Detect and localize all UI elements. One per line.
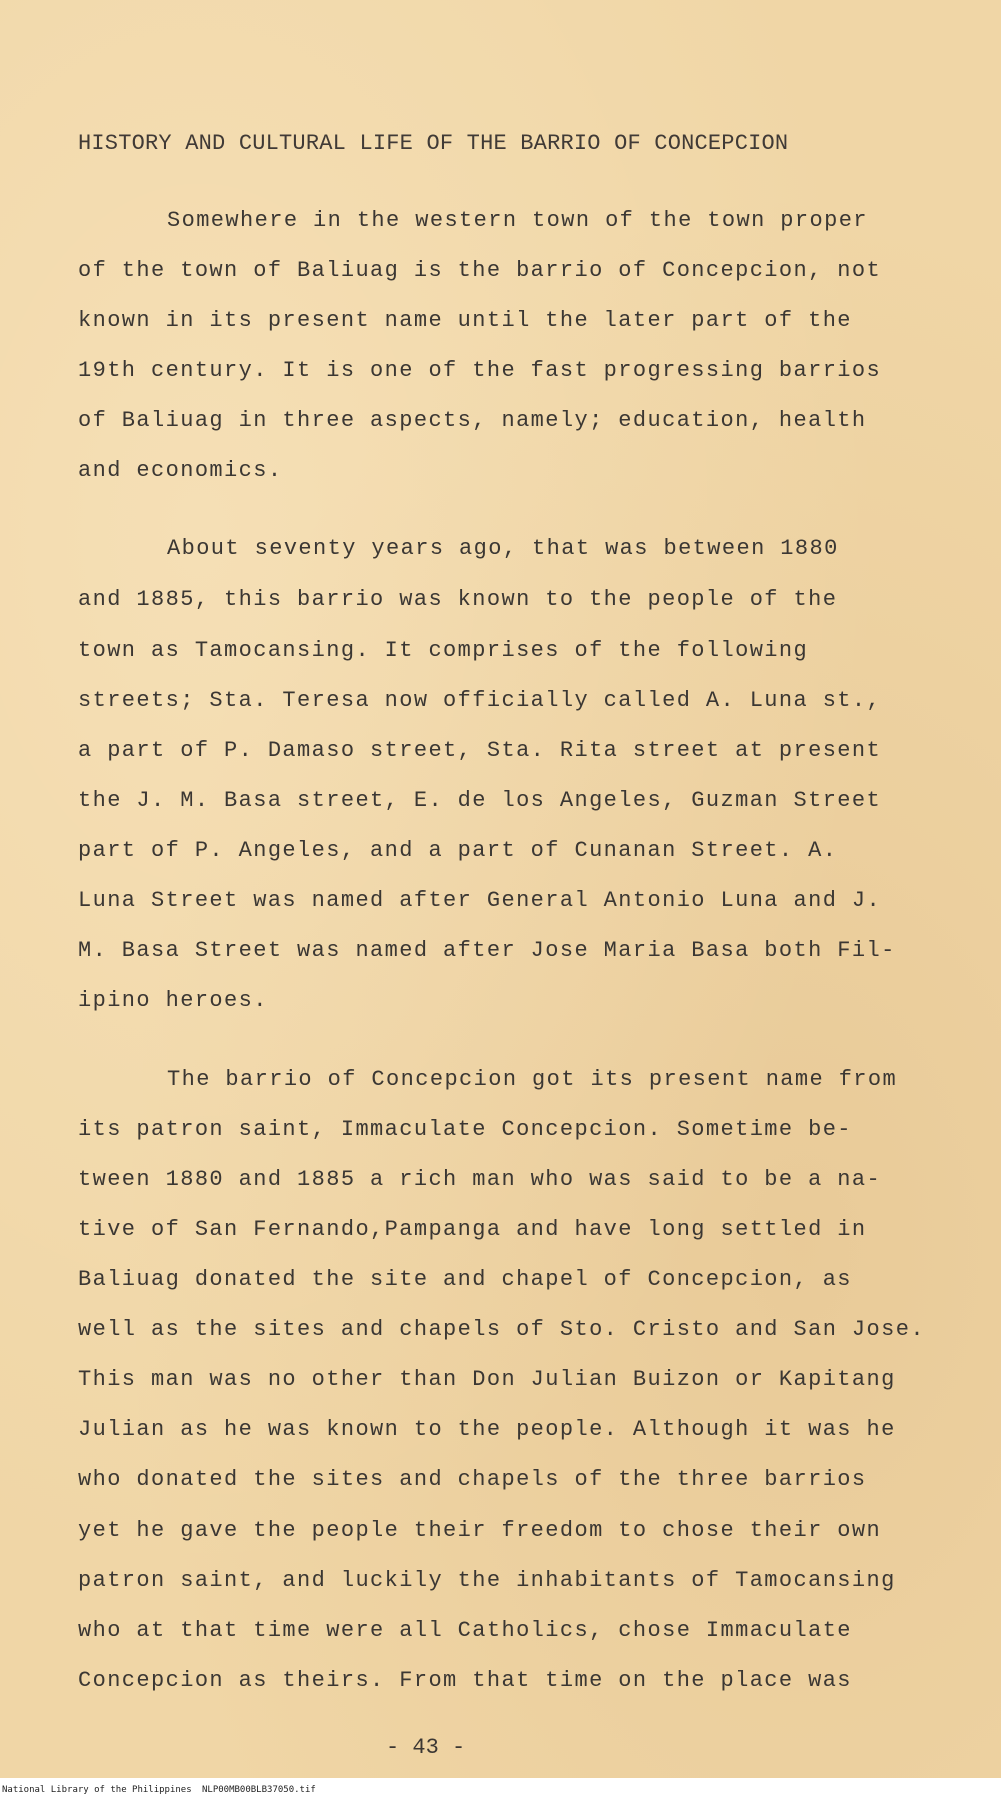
- text-line: who at that time were all Catholics, chose Immaculate: [78, 1618, 852, 1643]
- text-line: patron saint, and luckily the inhabitants of Tamocansing: [78, 1568, 896, 1593]
- text-line: well as the sites and chapels of Sto. Cristo and San Jose.: [78, 1317, 925, 1342]
- text-line: tive of San Fernando,Pampanga and have long settled in: [78, 1217, 867, 1242]
- text-line: Concepcion as theirs. From that time on the place was: [78, 1668, 852, 1693]
- text-line: who donated the sites and chapels of the three barrios: [78, 1467, 867, 1492]
- text-line: the J. M. Basa street, E. de los Angeles, Guzman Street: [78, 788, 882, 813]
- text-line: part of P. Angeles, and a part of Cunanan Street. A.: [78, 838, 838, 863]
- text-line: known in its present name until the later part of the: [78, 308, 852, 333]
- text-line: M. Basa Street was named after Jose Maria Basa both Fil-: [78, 938, 896, 963]
- text-line: town as Tamocansing. It comprises of the following: [78, 638, 809, 663]
- text-line: ipino heroes.: [78, 988, 268, 1013]
- text-line: Julian as he was known to the people. Although it was he: [78, 1417, 896, 1442]
- text-line: of Baliuag in three aspects, namely; education, health: [78, 408, 867, 433]
- text-line: yet he gave the people their freedom to chose their own: [78, 1518, 882, 1543]
- text-line: This man was no other than Don Julian Buizon or Kapitang: [78, 1367, 896, 1392]
- text-line: and 1885, this barrio was known to the people of the: [78, 587, 838, 612]
- text-line: Somewhere in the western town of the town proper: [167, 208, 868, 233]
- text-line: 19th century. It is one of the fast progressing barrios: [78, 358, 882, 383]
- text-line: The barrio of Concepcion got its present name from: [167, 1067, 898, 1092]
- text-line: of the town of Baliuag is the barrio of Concepcion, not: [78, 258, 882, 283]
- text-line: Baliuag donated the site and chapel of Concepcion, as: [78, 1267, 852, 1292]
- text-line: and economics.: [78, 458, 283, 483]
- text-line: a part of P. Damaso street, Sta. Rita street at present: [78, 738, 882, 763]
- library-credit: National Library of the Philippines: [2, 1785, 192, 1795]
- document-title: HISTORY AND CULTURAL LIFE OF THE BARRIO OF CONCEPCION: [78, 131, 789, 156]
- text-line: streets; Sta. Teresa now officially called A. Luna st.,: [78, 688, 882, 713]
- text-line: tween 1880 and 1885 a rich man who was said to be a na-: [78, 1167, 882, 1192]
- page-number: - 43 -: [386, 1735, 466, 1760]
- text-line: Luna Street was named after General Antonio Luna and J.: [78, 888, 882, 913]
- text-line: its patron saint, Immaculate Concepcion. Sometime be-: [78, 1117, 852, 1142]
- file-name: NLP00MB00BLB37050.tif: [202, 1785, 316, 1795]
- text-line: About seventy years ago, that was between 1880: [167, 536, 839, 561]
- archive-footer: [0, 1780, 1001, 1800]
